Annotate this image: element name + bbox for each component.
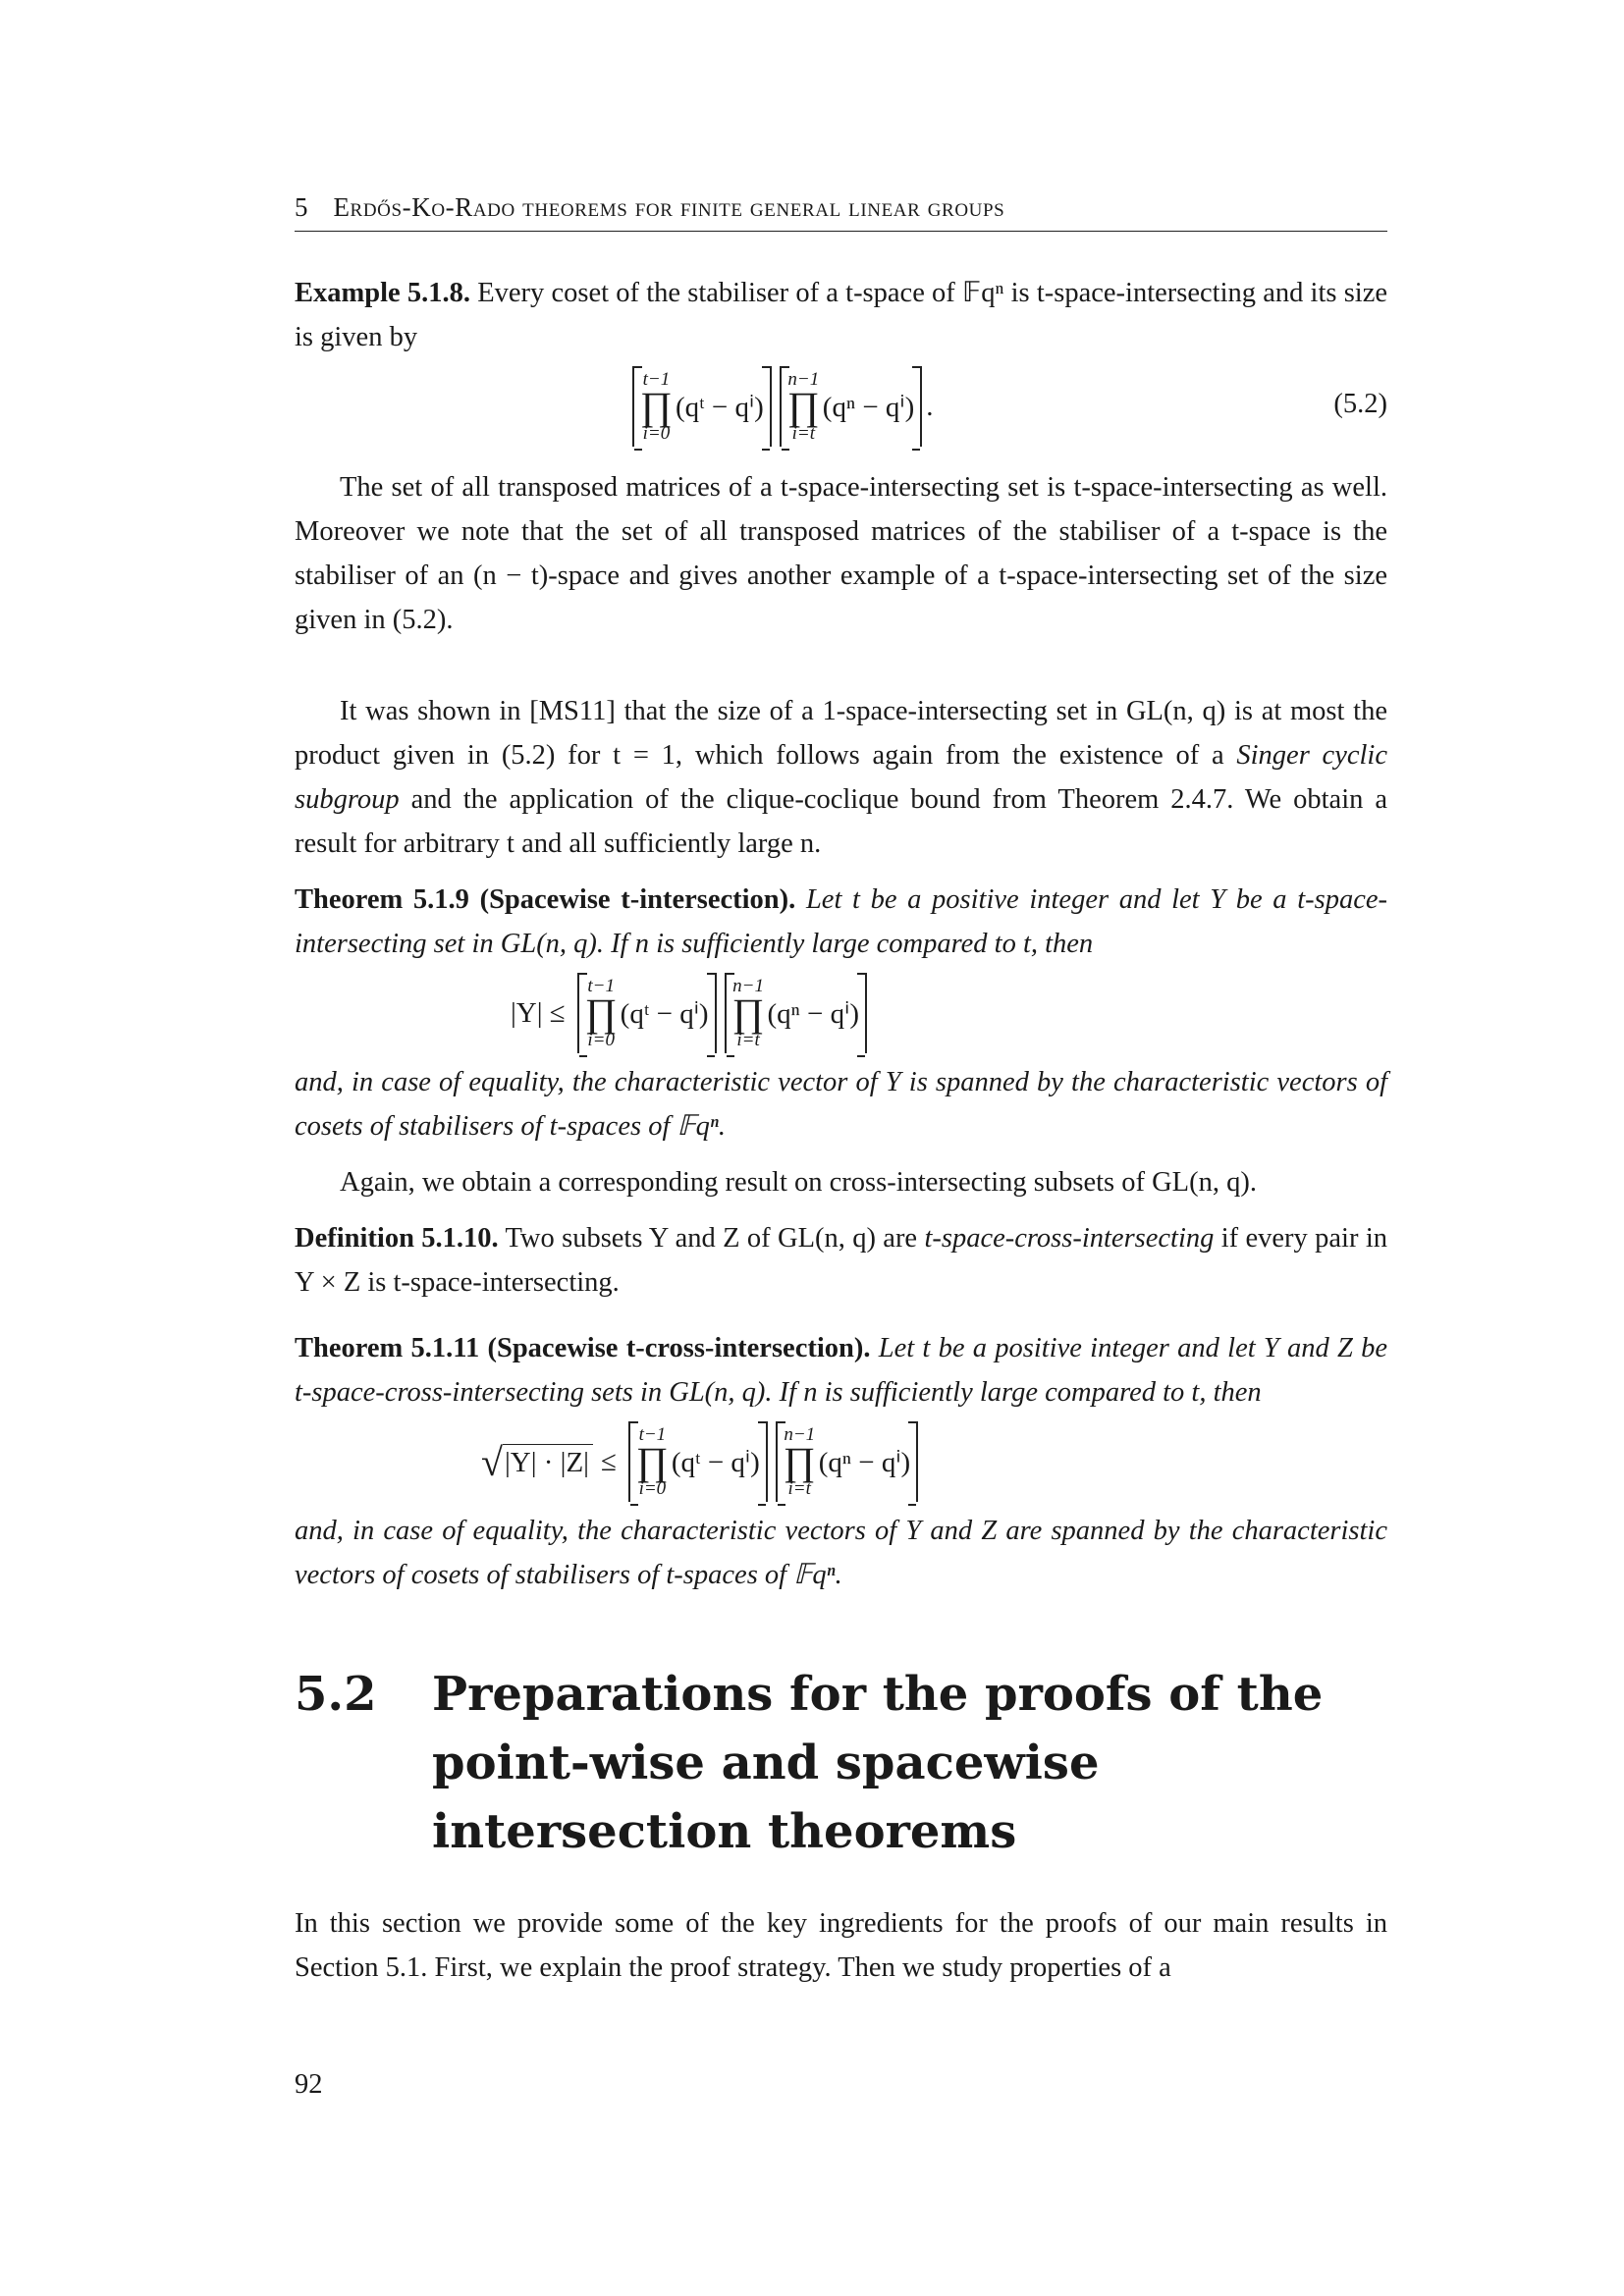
page-body (295, 192, 1387, 1990)
example-text: Every coset of the stabiliser of a t-space of 𝔽qⁿ is t-space-intersecting and its size is given by (295, 278, 1388, 352)
section-title: Preparations for the proofs of the point-wise and spacewise intersection theorems (432, 1667, 1324, 1859)
section-number: 5.2 (295, 1667, 377, 1722)
paragraph-ms11: It was shown in [MS11] that the size of a 1-space-intersecting set in GL(n, q) is at most the product given in (5.2) for t = 1, which follows again from the existence of a Singer cyclic subgroup and the application of the clique-coclique bound from Theorem 2.4.7. We obtain a result for arbitrary t and all sufficiently large n. (295, 696, 1387, 859)
theorem-5-1-9-bound: |Y| ≤ t−1 ∏ i=0 (qᵗ − qⁱ) n−1 ∏ i=t (qⁿ − qⁱ) (295, 966, 1387, 1060)
example-5-1-8 (295, 271, 1387, 359)
bracket-product-1: t−1 ∏ i=0 (qᵗ − qⁱ) (632, 366, 772, 447)
theorem-5-1-11-bound: √ |Y| · |Z| ≤ t−1 ∏ i=0 (qᵗ − qⁱ) n−1 ∏ i=t (qⁿ − qⁱ) (295, 1415, 1387, 1509)
product-formula: t−1 ∏ i=0 (qᵗ − qⁱ) n−1 ∏ i=t (qⁿ − qⁱ) . (628, 359, 934, 454)
chapter-number: 5 (295, 192, 309, 222)
definition-5-1-10: Definition 5.1.10. Two subsets Y and Z of GL(n, q) are t-space-cross-intersecting if every pair in Y × Z is t-space-intersecting. (295, 1223, 1387, 1298)
theorem-label: Theorem 5.1.9 (Spacewise t-intersection). (295, 884, 796, 915)
example-label: Example 5.1.8. (295, 278, 471, 308)
page-number: 92 (295, 2069, 323, 2100)
theorem-5-1-9 (295, 878, 1387, 966)
bracket-product-2: n−1 ∏ i=t (qⁿ − qⁱ) (780, 366, 922, 447)
defined-term: t-space-cross-intersecting (924, 1223, 1215, 1254)
square-root: √ |Y| · |Z| (481, 1439, 593, 1485)
theorem-5-1-9-conclusion: and, in case of equality, the characteristic vector of Y is spanned by the characteristic vectors of cosets of stabilisers of t-spaces of 𝔽qⁿ. (295, 1067, 1387, 1142)
chapter-title: Erdős-Ko-Rado theorems for finite general linear groups (333, 192, 1005, 222)
equation-number: (5.2) (1333, 389, 1387, 419)
theorem-statement: Let t be a positive integer and let Y be a t-space-intersecting set in GL(n, q). If n is sufficiently large compared to t, then (295, 884, 1387, 959)
equation-5-2 (295, 359, 1387, 454)
theorem-5-1-11-conclusion: and, in case of equality, the characteristic vectors of Y and Z are spanned by the characteristic vectors of cosets of stabilisers of t-spaces of 𝔽qⁿ. (295, 1516, 1387, 1590)
theorem-statement: Let t be a positive integer and let Y and Z be t-space-cross-intersecting sets in GL(n, q). If n is sufficiently large compared to t, then (295, 1333, 1388, 1408)
section-heading (295, 1660, 1387, 1866)
paragraph-transposed: The set of all transposed matrices of a t-space-intersecting set is t-space-intersecting as well. Moreover we note that the set of all transposed matrices of the stabiliser of a t-space is the stabiliser of an (n − t)-space and gives another example of a t-space-intersecting set of the size given in (5.2). (295, 472, 1387, 635)
theorem-5-1-11 (295, 1326, 1387, 1415)
paragraph-cross: Again, we obtain a corresponding result on cross-intersecting subsets of GL(n, q). (340, 1167, 1257, 1198)
paragraph-section-intro: In this section we provide some of the key ingredients for the proofs of our main results in Section 5.1. First, we explain the proof strategy. Then we study properties of a (295, 1908, 1387, 1983)
running-head (295, 192, 1387, 232)
definition-label: Definition 5.1.10. (295, 1223, 499, 1254)
theorem-label: Theorem 5.1.11 (Spacewise t-cross-intersection). (295, 1333, 871, 1363)
